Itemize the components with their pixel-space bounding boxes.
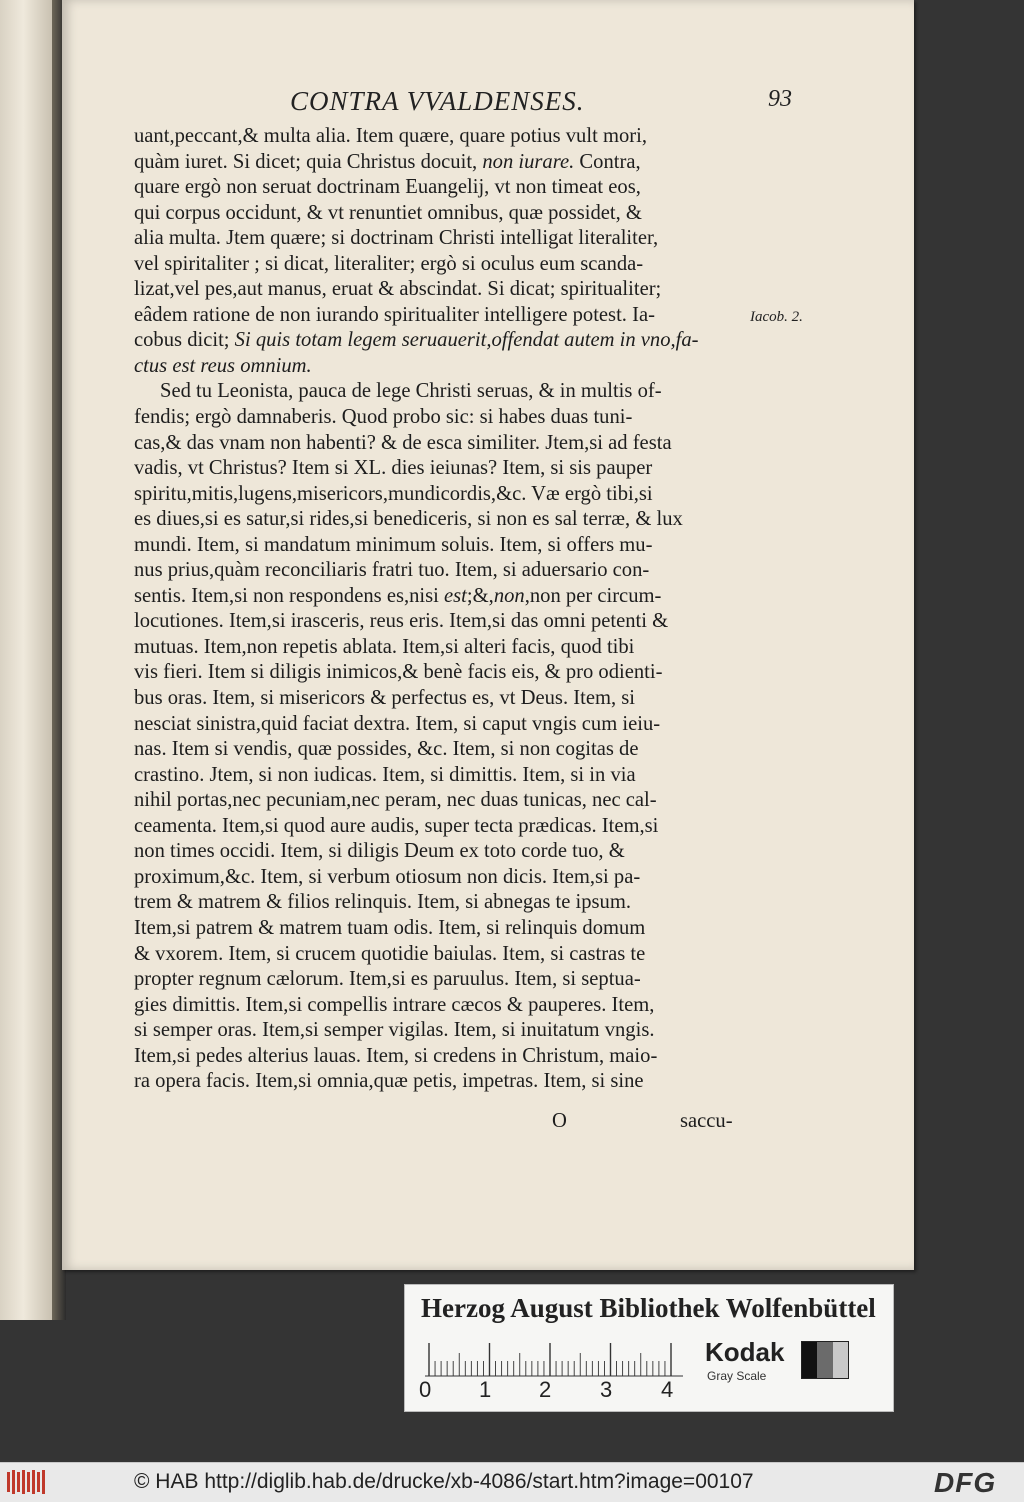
page-number: 93 (768, 86, 792, 112)
italic-text: non (493, 584, 525, 607)
roman-text: non times occidi. Item, si diligis Deum ex toto corde tuo, & (134, 840, 625, 863)
text-line (134, 763, 746, 789)
text-line (134, 456, 746, 482)
text-line (134, 609, 746, 635)
text-line (134, 201, 746, 227)
catchword: saccu- (680, 1110, 733, 1132)
roman-text: uant,peccant,& multa alia. Item quære, quare potius vult mori, (134, 125, 647, 147)
roman-text: propter regnum cælorum. Item,si es paruulus. Item, si septua- (134, 968, 641, 991)
text-line (134, 1069, 746, 1095)
text-line (134, 252, 746, 278)
footer-bar (0, 1462, 1024, 1502)
roman-text: quare ergò non seruat doctrinam Euangelij, vt non timeat eos, (134, 176, 641, 199)
text-line (134, 686, 746, 712)
roman-text: mutuas. Item,non repetis ablata. Item,si alteri facis, quod tibi (134, 635, 635, 658)
text-line (134, 277, 746, 303)
text-line (134, 814, 746, 840)
roman-text: Item,si patrem & matrem tuam odis. Item, si relinquis domum (134, 916, 646, 939)
roman-text: gies dimittis. Item,si compellis intrare cæcos & pauperes. Item, (134, 993, 655, 1016)
text-line (134, 226, 746, 252)
roman-text: Item,si pedes alterius lauas. Item, si credens in Christum, maio- (134, 1044, 658, 1067)
text-line (134, 993, 746, 1019)
roman-text: si semper oras. Item,si semper vigilas. Item, si inuitatum vngis. (134, 1019, 655, 1042)
running-head: CONTRA VVALDENSES. (290, 86, 585, 116)
roman-text: vel spiritaliter ; si dicat, literaliter; ergò si oculus eum scanda- (134, 252, 644, 275)
text-line (134, 890, 746, 916)
text-line (134, 839, 746, 865)
roman-text: nihil portas,nec pecuniam,nec peram, nec duas tunicas, nec cal- (134, 789, 657, 812)
text-line (134, 175, 746, 201)
roman-text: nas. Item si vendis, quæ possides, &c. Item, si non cogitas de (134, 738, 639, 761)
text-line (134, 788, 746, 814)
text-line (134, 150, 746, 176)
text-line (134, 737, 746, 763)
previous-leaf-edge (0, 0, 52, 1320)
italic-text: est (444, 584, 467, 607)
roman-text: & vxorem. Item, si crucem quotidie baiulas. Item, si castras te (134, 942, 646, 965)
hab-logo-icon (6, 1469, 48, 1495)
roman-text: qui corpus occidunt, & vt renuntiet omnibus, quæ possidet, & (134, 201, 642, 224)
roman-text: proximum,&c. Item, si verbum otiosum non dicis. Item,si pa- (134, 865, 641, 888)
roman-text: cobus dicit; (134, 329, 235, 352)
text-line (134, 942, 746, 968)
ruler-number: 2 (539, 1377, 552, 1402)
roman-text: eâdem ratione de non iurando spiritualiter intelligere potest. Ia- (134, 303, 655, 326)
ruler-number: 3 (600, 1377, 613, 1402)
ruler-number: 1 (479, 1377, 492, 1402)
roman-text: quàm iuret. Si dicet; quia Christus docuit, (134, 150, 483, 173)
roman-text: locutiones. Item,si irasceris, reus eris. Item,si das omni petenti & (134, 610, 669, 633)
roman-text: es diues,si es satur,si rides,si benediceris, si non es sal terræ, & lux (134, 508, 683, 531)
roman-text: crastino. Jtem, si non iudicas. Item, si dimittis. Item, si in via (134, 763, 636, 786)
italic-text: ctus est reus omnium. (134, 354, 312, 377)
kodak-logo: Kodak (705, 1337, 785, 1367)
roman-text: ;&, (466, 584, 494, 607)
text-line (134, 379, 746, 405)
text-line (134, 431, 746, 457)
roman-text: nesciat sinistra,quid faciat dextra. Item, si caput vngis cum ieiu- (134, 712, 661, 735)
roman-text: vis fieri. Item si diligis inimicos,& benè facis eis, & pro odienti- (134, 661, 663, 684)
text-line (134, 328, 746, 354)
roman-text: alia multa. Jtem quære; si doctrinam Christi intelligat literaliter, (134, 227, 659, 250)
roman-text: vadis, vt Christus? Item si XL. dies ieiunas? Item, si sis pauper (134, 457, 653, 480)
text-line (134, 533, 746, 559)
ruler-numbers (419, 1377, 699, 1403)
italic-text: Si quis totam legem seruauerit,offendat autem in vno,fa- (234, 329, 699, 352)
roman-text: Sed tu Leonista, pauca de lege Christi seruas, & in multis of- (160, 380, 662, 403)
roman-text: ra opera facis. Item,si omnia,quæ petis, impetras. Item, si sine (134, 1070, 644, 1093)
roman-text: ,non per circum- (524, 584, 662, 607)
kodak-gray-scale-label: Gray Scale (707, 1369, 767, 1383)
roman-text: nus prius,quàm reconciliaris fratri tuo. Item, si aduersario con- (134, 559, 650, 582)
italic-text: non iurare. (482, 150, 575, 173)
footer-citation-link[interactable]: © HAB http://diglib.hab.de/drucke/xb-4086/start.htm?image=00107 (134, 1470, 754, 1493)
ruler-scale (425, 1341, 683, 1377)
text-line (134, 967, 746, 993)
ruler-number: 4 (661, 1377, 674, 1402)
roman-text: ceamenta. Item,si quod aure audis, super tecta prædicas. Item,si (134, 814, 659, 837)
signature-mark: O (552, 1110, 567, 1132)
dfg-logo: DFG (934, 1467, 997, 1498)
text-line (134, 635, 746, 661)
text-line (134, 865, 746, 891)
text-line (134, 124, 746, 150)
roman-text: trem & matrem & filios relinquis. Item, si abnegas te ipsum. (134, 891, 632, 914)
gray-scale-swatch (801, 1341, 849, 1379)
roman-text: bus oras. Item, si misericors & perfectus es, vt Deus. Item, si (134, 687, 636, 710)
roman-text: spiritu,mitis,lugens,misericors,mundicordis,&c. Væ ergò tibi,si (134, 482, 653, 505)
text-line (134, 1018, 746, 1044)
roman-text: sentis. Item,si non respondens es,nisi (134, 584, 445, 607)
text-line (134, 558, 746, 584)
text-line (134, 354, 746, 380)
text-line (134, 405, 746, 431)
ruler-number: 0 (419, 1377, 432, 1402)
text-line (134, 507, 746, 533)
text-line (134, 584, 746, 610)
roman-text: mundi. Item, si mandatum minimum soluis. Item, si offers mu- (134, 533, 653, 556)
roman-text: fendis; ergò damnaberis. Quod probo sic: si habes duas tuni- (134, 406, 633, 429)
roman-text: lizat,vel pes,aut manus, eruat & abscindat. Si dicat; spiritualiter; (134, 278, 662, 301)
page-body-text (134, 124, 746, 1095)
margin-note: Iacob. 2. (750, 309, 803, 325)
library-label-card (404, 1284, 894, 1412)
library-name: Herzog August Bibliothek Wolfenbüttel (421, 1293, 876, 1323)
roman-text: cas,& das vnam non habenti? & de esca similiter. Jtem,si ad festa (134, 431, 672, 454)
text-line (134, 660, 746, 686)
text-line (134, 482, 746, 508)
text-line (134, 1044, 746, 1070)
roman-text: Contra, (574, 150, 641, 173)
text-line (134, 712, 746, 738)
text-line (134, 303, 746, 329)
text-line (134, 916, 746, 942)
